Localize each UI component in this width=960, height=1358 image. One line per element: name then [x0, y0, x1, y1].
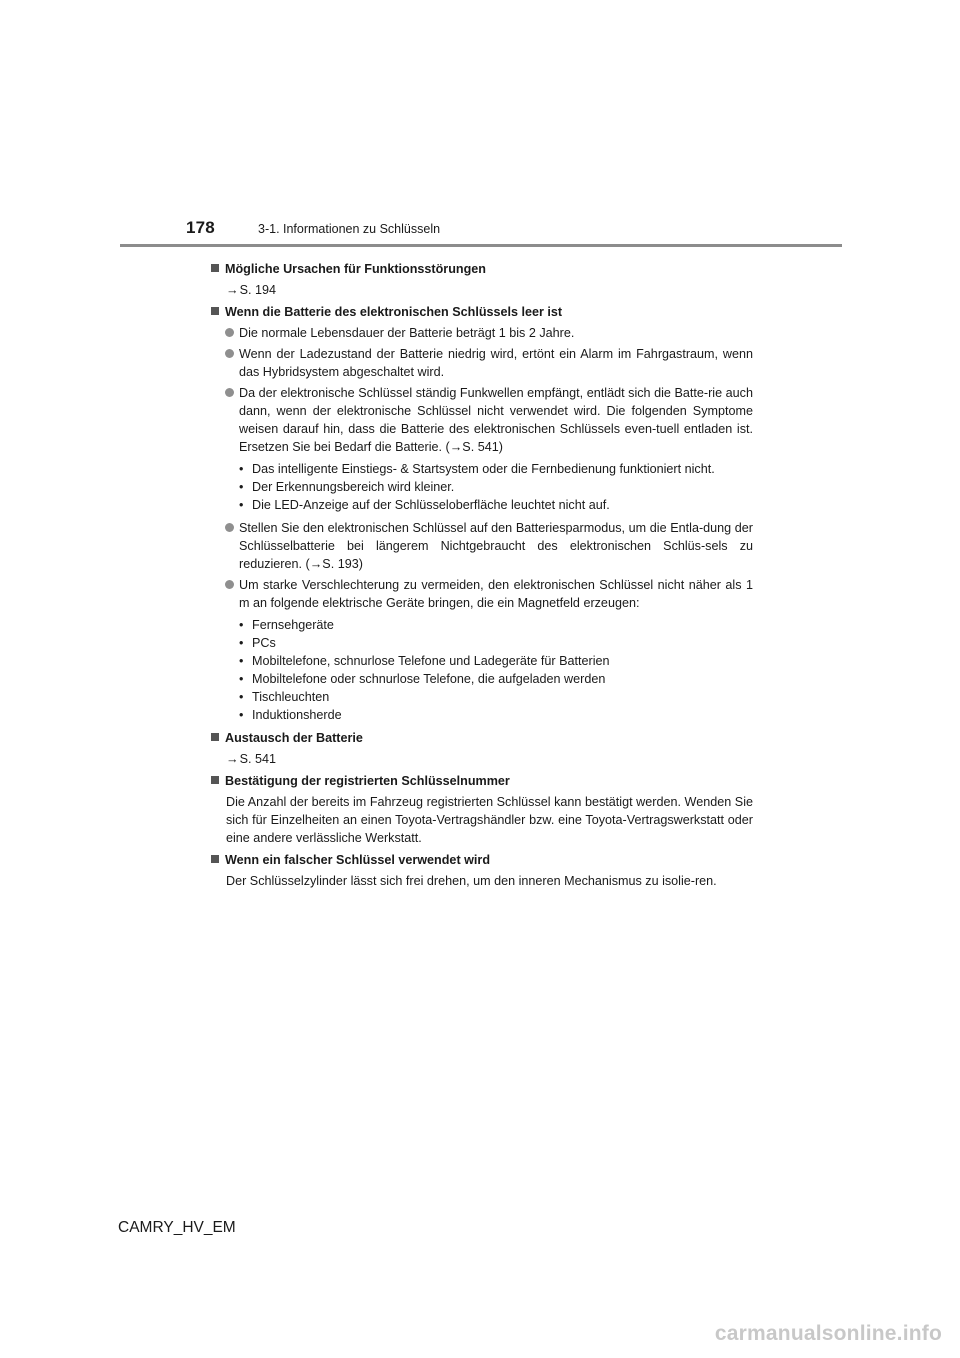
arrow-icon: →: [226, 752, 239, 766]
list-item: [209, 478, 753, 496]
heading-text: Austausch der Batterie: [225, 731, 363, 745]
list-item-text: Induktionsherde: [252, 708, 342, 722]
list-item-text: Mobiltelefone oder schnurlose Telefone, die aufgeladen werden: [252, 672, 606, 686]
footer-model-code: CAMRY_HV_EM: [118, 1219, 236, 1236]
bullet-dot-icon: •: [239, 480, 244, 494]
circle-bullet-icon: [225, 523, 234, 532]
bullet-dot-icon: •: [239, 654, 244, 668]
circle-bullet-icon: [225, 388, 234, 397]
list-item: [209, 634, 753, 652]
list-item: [209, 616, 753, 634]
list-item: [209, 496, 753, 514]
heading-falscher-schluessel: [209, 851, 753, 869]
circle-item: [209, 345, 753, 381]
square-bullet-icon: [211, 264, 219, 272]
heading-text: Wenn die Batterie des elektronischen Schlüssels leer ist: [225, 305, 563, 319]
list-item-text: Fernsehgeräte: [252, 618, 334, 632]
bullet-dot-icon: •: [239, 462, 244, 476]
section-title: 3-1. Informationen zu Schlüsseln: [258, 222, 441, 236]
circle-bullet-icon: [225, 349, 234, 358]
square-bullet-icon: [211, 776, 219, 784]
circle-bullet-icon: [225, 580, 234, 589]
item-text: Die normale Lebensdauer der Batterie beträgt 1 bis 2 Jahre.: [239, 326, 575, 340]
list-item-text: Mobiltelefone, schnurlose Telefone und Ladegeräte für Batterien: [252, 654, 610, 668]
heading-text: Bestätigung der registrierten Schlüsselnummer: [225, 774, 510, 788]
bullet-dot-icon: •: [239, 672, 244, 686]
bullet-list: [209, 616, 753, 724]
list-item-text: Tischleuchten: [252, 690, 330, 704]
list-item: [209, 688, 753, 706]
list-item: [209, 460, 753, 478]
item-text: Wenn der Ladezustand der Batterie niedrig wird, ertönt ein Alarm im Fahrgastraum, wenn das Hybridsystem abgeschaltet wird.: [239, 347, 753, 379]
circle-item: [209, 576, 753, 612]
page-reference[interactable]: [209, 750, 753, 768]
list-item-text: PCs: [252, 636, 276, 650]
list-item: [209, 670, 753, 688]
list-item-text: Die LED-Anzeige auf der Schlüsseloberfläche leuchtet nicht auf.: [252, 498, 610, 512]
list-item: [209, 652, 753, 670]
heading-text: Wenn ein falscher Schlüssel verwendet wird: [225, 853, 491, 867]
watermark: carmanualsonline.info: [714, 1322, 942, 1345]
reference-text: S. 541: [239, 752, 277, 766]
circle-item: [209, 384, 753, 456]
bullet-dot-icon: •: [239, 636, 244, 650]
heading-text: Mögliche Ursachen für Funktionsstörungen: [225, 262, 486, 276]
heading-funktionsstoerungen: [209, 260, 753, 278]
bullet-dot-icon: •: [239, 498, 244, 512]
paragraph: Die Anzahl der bereits im Fahrzeug registrierten Schlüssel kann bestätigt werden. Wenden Sie sich für Einzelheiten an einen Toyota-Vertragshändler bzw. eine Toyota-Vertragswerkstatt oder eine andere verlässliche Werkstatt.: [226, 795, 753, 845]
circle-item: [209, 324, 753, 342]
square-bullet-icon: [211, 307, 219, 315]
bullet-dot-icon: •: [239, 708, 244, 722]
bullet-list: [209, 460, 753, 514]
paragraph: Der Schlüsselzylinder lässt sich frei drehen, um den inneren Mechanismus zu isolie-ren.: [226, 874, 717, 888]
item-text: Um starke Verschlechterung zu vermeiden, den elektronischen Schlüssel nicht näher als 1 m an folgende elektrische Geräte bringen, die ein Magnetfeld erzeugen:: [239, 578, 753, 610]
heading-batterie-leer: [209, 303, 753, 321]
list-item: [209, 706, 753, 724]
item-text: Stellen Sie den elektronischen Schlüssel auf den Batteriesparmodus, um die Entla-dung der Schlüsselbatterie bei längerem Nichtgebraucht des elektronischen Schlüs-sels zu reduzieren. (→S. 193): [239, 521, 753, 571]
page-reference[interactable]: [209, 281, 753, 299]
reference-text: S. 194: [239, 283, 277, 297]
heading-austausch-batterie: [209, 729, 753, 747]
header-rule: [120, 244, 842, 247]
circle-bullet-icon: [225, 328, 234, 337]
square-bullet-icon: [211, 855, 219, 863]
item-text: Da der elektronische Schlüssel ständig Funkwellen empfängt, entlädt sich die Batte-rie auch dann, wenn der elektronische Schlüssel nicht verwendet wird. Die folgenden Symptome weisen darauf hin, dass die Batterie des elektronischen Schlüssels even-tuell entladen ist. Ersetzen Sie bei Bedarf die Batterie. (→S. 541): [239, 386, 753, 454]
heading-schluesselnummer: [209, 772, 753, 790]
list-item-text: Das intelligente Einstiegs- & Startsystem oder die Fernbedienung funktioniert nicht.: [252, 462, 715, 476]
bullet-dot-icon: •: [239, 618, 244, 632]
page-number: 178: [186, 218, 215, 237]
list-item-text: Der Erkennungsbereich wird kleiner.: [252, 480, 455, 494]
square-bullet-icon: [211, 733, 219, 741]
page-content: [209, 256, 753, 893]
circle-item: [209, 519, 753, 573]
arrow-icon: →: [226, 283, 239, 297]
bullet-dot-icon: •: [239, 690, 244, 704]
